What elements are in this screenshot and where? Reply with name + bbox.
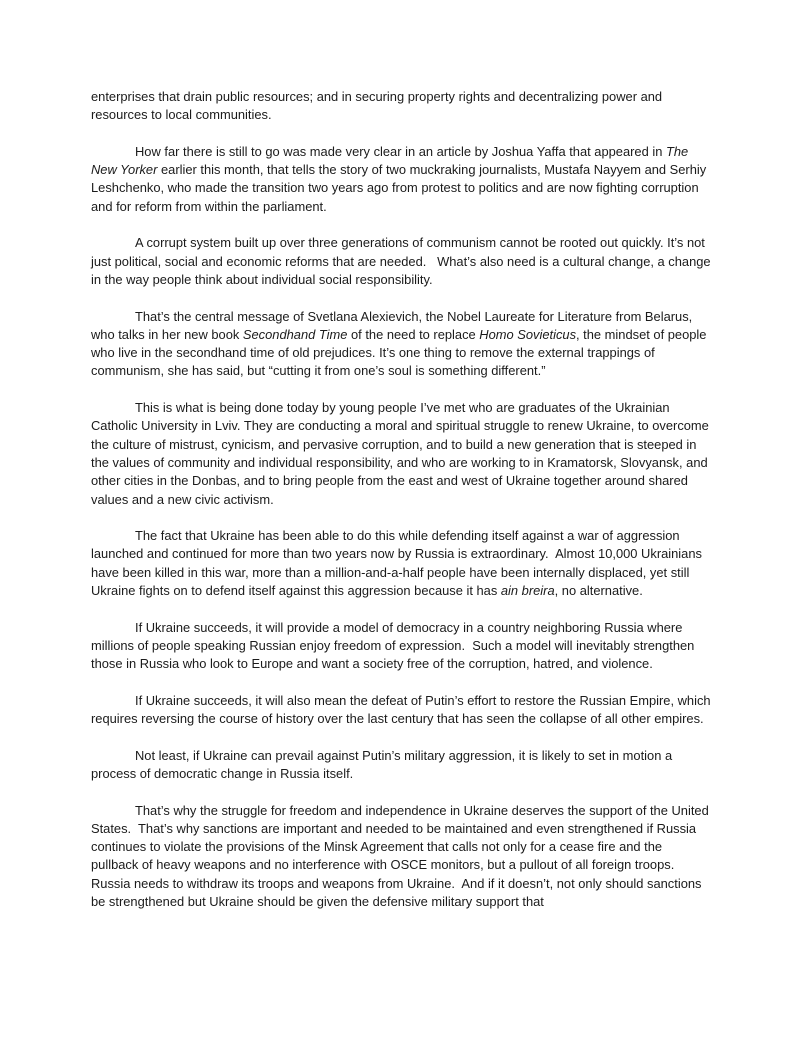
text-run: How far there is still to go was made very clear in an article by Joshua Yaffa that appeared in bbox=[135, 143, 666, 159]
paragraph bbox=[91, 619, 711, 674]
paragraph bbox=[91, 88, 711, 125]
text-run: If Ukraine succeeds, it will provide a model of democracy in a country neighboring Russia where millions of people speaking Russian enjoy freedom of expression. Such a model will inevitably strengthen those in Russia who look to Europe and want a society free of the corruption, hatred, and violence. bbox=[91, 619, 698, 672]
text-run: This is what is being done today by young people I’ve met who are graduates of the Ukrainian Catholic University in Lviv. They are conducting a moral and spiritual struggle to renew Ukraine, to overcome the culture of mistrust, cynicism, and pervasive corruption, and to build a new generation that is steeped in the values of community and individual responsibility, and who are working to in Kramatorsk, Slovyansk, and other cities in the Donbas, and to bring people from the east and west of Ukraine together around shared values and a new civic activism. bbox=[91, 400, 713, 507]
paragraph bbox=[91, 308, 711, 381]
text-run: If Ukraine succeeds, it will also mean the defeat of Putin’s effort to restore the Russian Empire, which requires reversing the course of history over the last century that has seen the collapse of all other empires. bbox=[91, 692, 715, 727]
text-run: enterprises that drain public resources; and in securing property rights and decentralizing power and resources to local communities. bbox=[91, 89, 666, 123]
paragraph bbox=[91, 143, 711, 216]
text-run: , no alternative. bbox=[554, 583, 643, 599]
text-run: of the need to replace bbox=[347, 326, 480, 342]
text-run: , the mindset of people who live in the secondhand time of old prejudices. It’s one thing to remove the external trappings of communism, she has said, but “cutting it from one’s soul is something different.” bbox=[91, 326, 711, 379]
document-text bbox=[91, 88, 715, 911]
paragraph bbox=[91, 747, 711, 784]
italic-text-run: Homo Sovieticus bbox=[479, 326, 577, 342]
text-run: That’s why the struggle for freedom and independence in Ukraine deserves the support of the United States. That’s why sanctions are important and needed to be maintained and even strengthened if Russia continues to violate the provisions of the Minsk Agreement that calls not only for a cease fire and the pullback of heavy weapons and no interference with OSCE monitors, but a pullout of all foreign troops. Russia needs to withdraw its troops and weapons from Ukraine. And if it doesn’t, not only should sanctions be strengthened but Ukraine should be given the defensive military support that bbox=[91, 802, 713, 910]
paragraph bbox=[91, 692, 715, 729]
text-run: Not least, if Ukraine can prevail against Putin’s military aggression, it is likely to set in motion a process of democratic change in Russia itself. bbox=[91, 747, 676, 781]
italic-text-run: ain breira bbox=[500, 583, 555, 599]
paragraph bbox=[91, 399, 711, 509]
text-run: A corrupt system built up over three generations of communism cannot be rooted out quickly. It’s not just political, social and economic reforms that are needed. What’s also need is a cultural change, a change in the way people think about individual social responsibility. bbox=[91, 235, 715, 287]
text-run: That’s the central message of Svetlana Alexievich, the Nobel Laureate for Literature from Belarus, who talks in her new book bbox=[91, 308, 696, 342]
text-run: earlier this month, that tells the story of two muckraking journalists, Mustafa Nayyem and Serhiy Leshchenko, who made the transition two years ago from protest to politics and are now fighting corruption and for reform from within the parliament. bbox=[91, 162, 710, 214]
paragraph bbox=[91, 527, 711, 600]
italic-text-run: Secondhand Time bbox=[242, 326, 348, 342]
paragraph bbox=[91, 802, 711, 912]
italic-text-run: The New Yorker bbox=[91, 143, 692, 178]
text-run: The fact that Ukraine has been able to do this while defending itself against a war of aggression launched and continued for more than two years now by Russia is extraordinary. Almost 10,000 Ukrainians have been killed in this war, more than a million-and-a-half people have been internally displaced, yet still Ukraine fights on to defend itself against this aggression because it has bbox=[91, 528, 706, 599]
paragraph bbox=[91, 234, 715, 289]
